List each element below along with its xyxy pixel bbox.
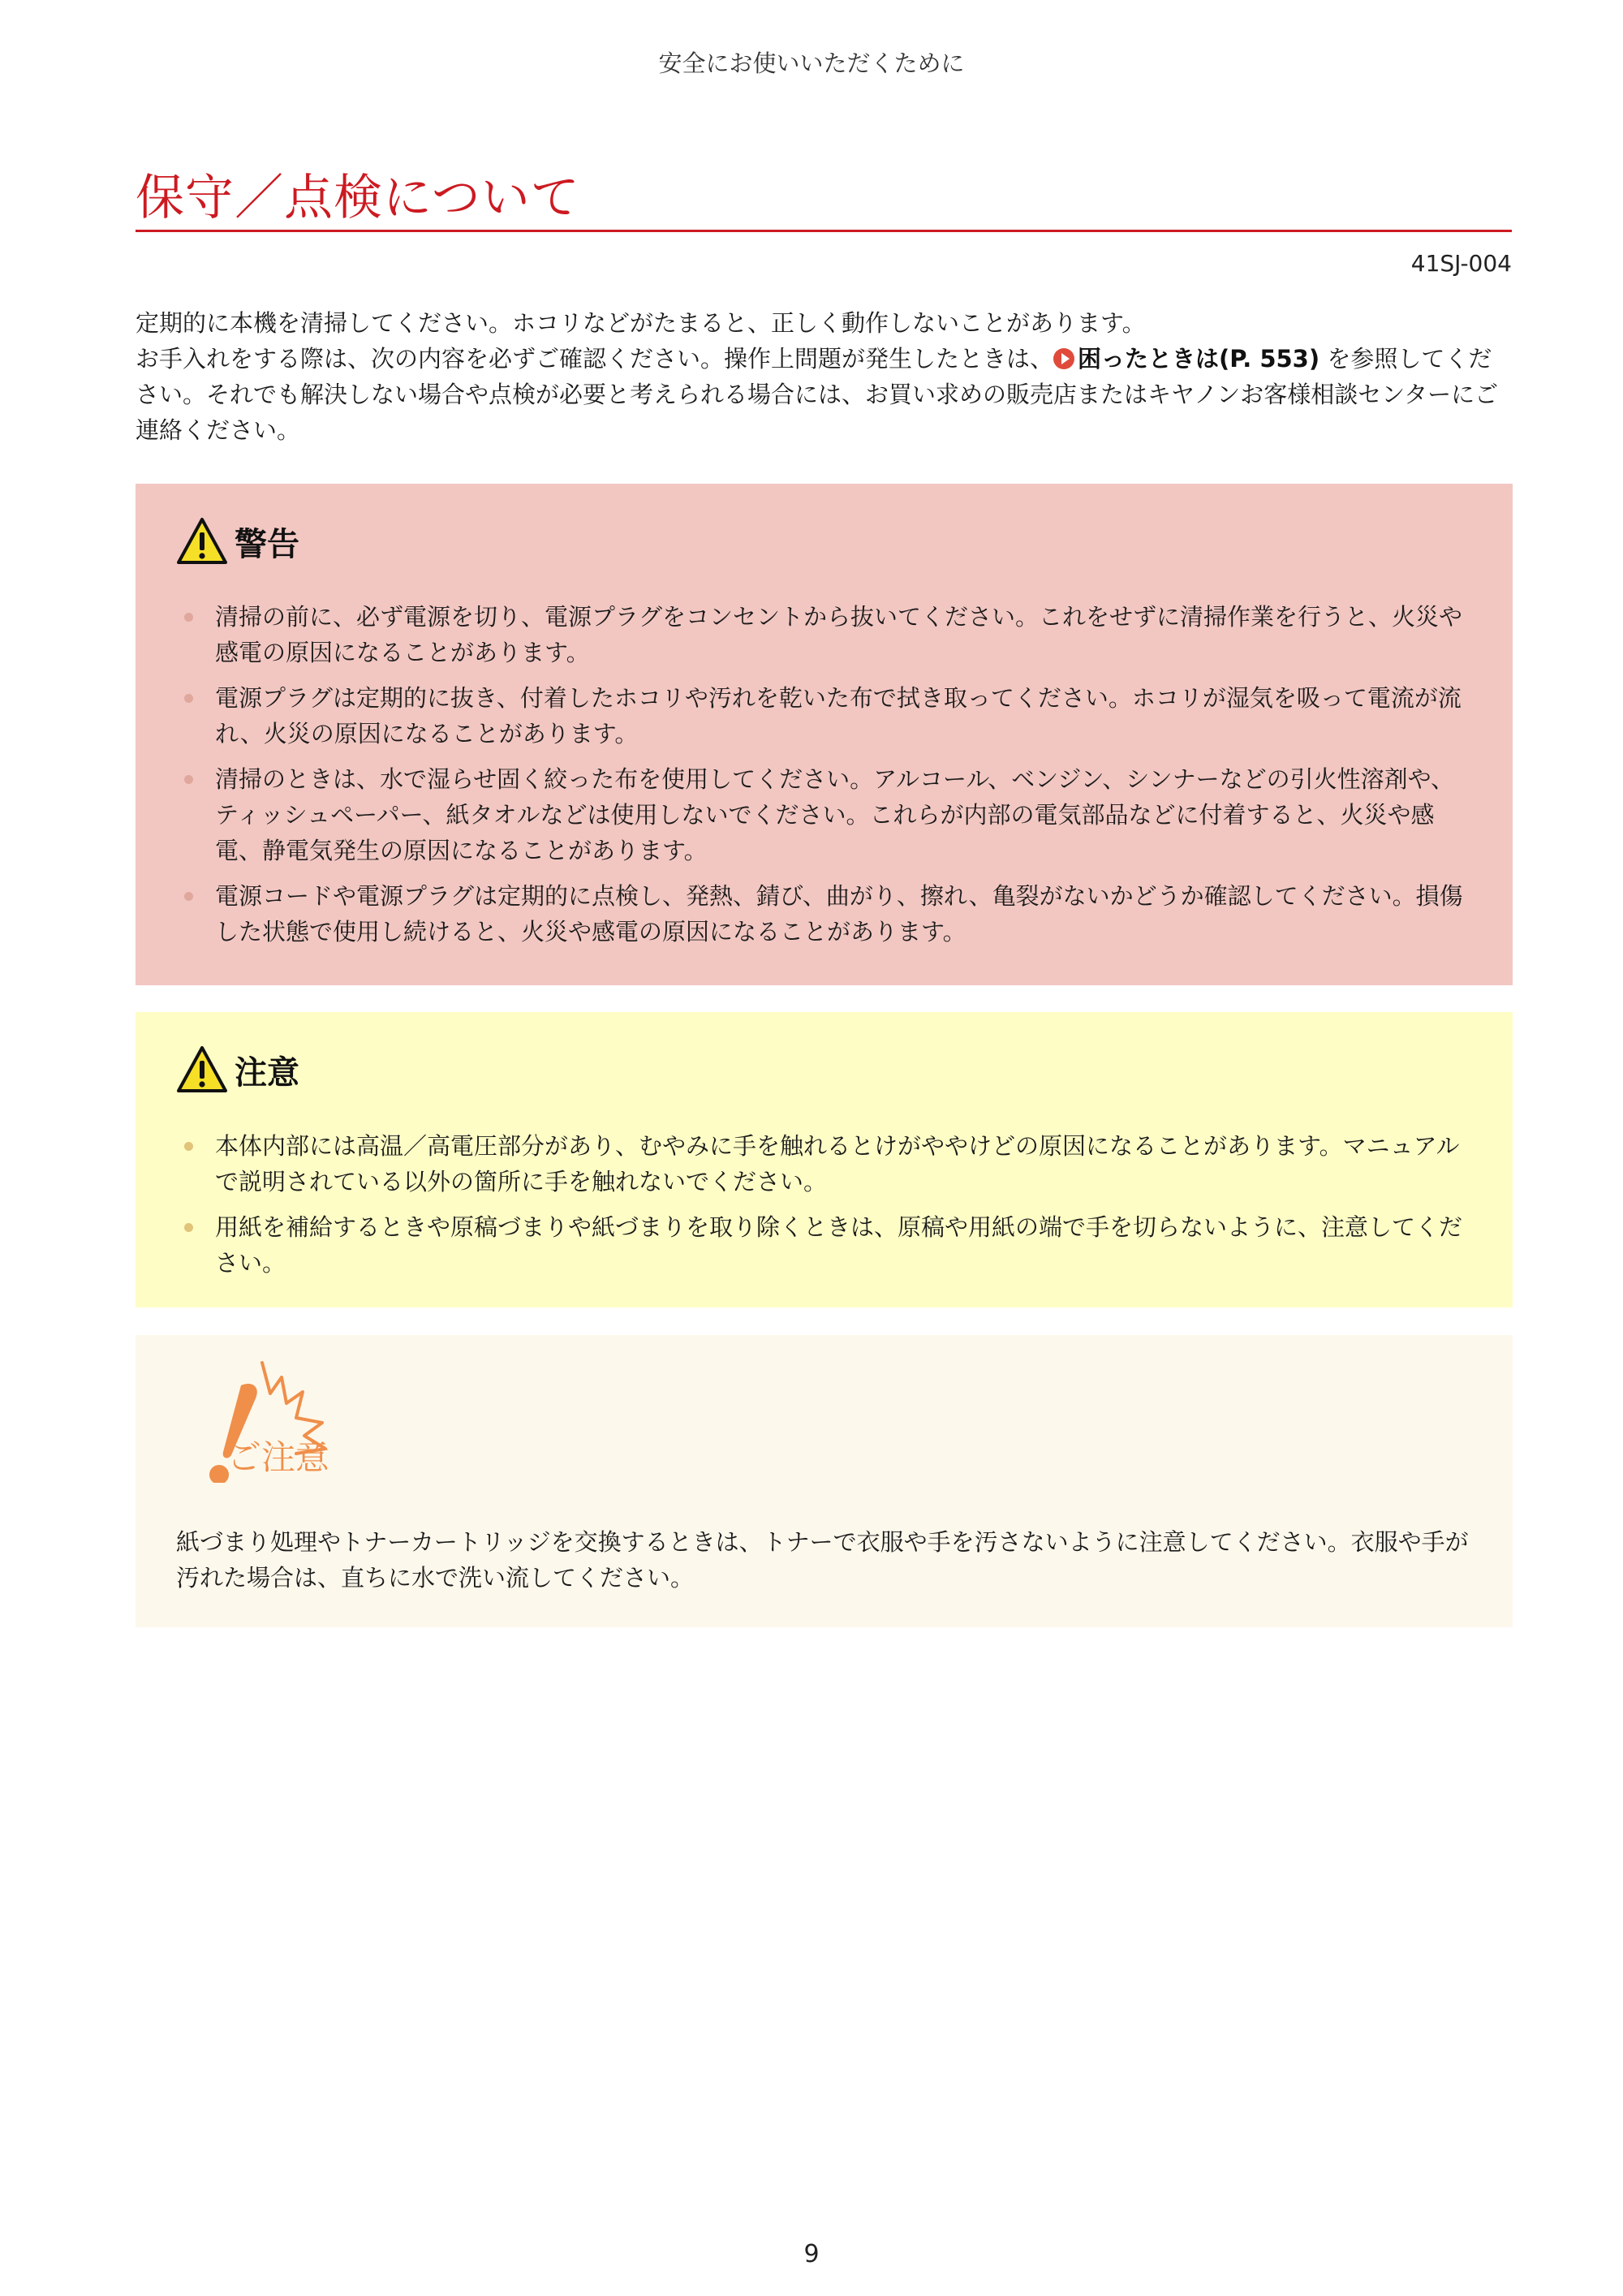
warning-list [136, 599, 1513, 959]
troubleshooting-link-label: 困ったときは(P. 553) [1078, 345, 1320, 373]
bullet-icon [184, 694, 193, 703]
note-box [136, 1335, 1513, 1627]
list-item-text: 電源プラグは定期的に抜き、付着したホコリや汚れを乾いた布で拭き取ってください。ホコリが湿気を吸って電流が流れ、火災の原因になることがあります。 [215, 684, 1462, 747]
list-item [136, 878, 1513, 950]
list-item-text: 用紙を補給するときや原稿づまりや紙づまりを取り除くときは、原稿や用紙の端で手を切らないように、注意してください。 [215, 1213, 1463, 1277]
list-item [136, 761, 1513, 868]
list-item-text: 本体内部には高温／高電圧部分があり、むやみに手を触れるとけがややけどの原因になることがあります。マニュアルで説明されている以外の箇所に手を触れないでください。 [215, 1132, 1460, 1195]
list-item-text: 清掃のときは、水で湿らせ固く絞った布を使用してください。アルコール、ベンジン、シンナーなどの引火性溶剤や、ティッシュペーパー、紙タオルなどは使用しないでください。これらが内部の電気部品などに付着すると、火災や感電、静電気発生の原因になることがあります。 [215, 765, 1454, 864]
note-label: ご注意 [227, 1437, 330, 1477]
warning-heading [176, 513, 299, 570]
list-item [136, 599, 1513, 670]
list-item-text: 清掃の前に、必ず電源を切り、電源プラグをコンセントから抜いてください。これをせずに清掃作業を行うと、火災や感電の原因になることがあります。 [215, 603, 1463, 666]
intro-section [136, 305, 1515, 448]
list-item [136, 680, 1513, 752]
page-title: 保守／点検について [136, 170, 580, 226]
running-header: 安全にお使いいただくために [658, 50, 965, 77]
caution-list [136, 1128, 1513, 1290]
bullet-icon [184, 775, 193, 784]
bullet-icon [184, 892, 193, 901]
arrow-right-circle-icon [1053, 348, 1074, 369]
note-text: 紙づまり処理やトナーカートリッジを交換するときは、トナーで衣服や手を汚さないように注意してください。衣服や手が汚れた場合は、直ちに水で洗い流してください。 [176, 1528, 1469, 1592]
warning-triangle-icon [176, 1045, 228, 1094]
list-item [136, 1209, 1513, 1281]
list-item-text: 電源コードや電源プラグは定期的に点検し、発熱、錆び、曲がり、擦れ、亀裂がないかどうか確認してください。損傷した状態で使用し続けると、火災や感電の原因になることがあります。 [215, 882, 1463, 946]
caution-label: 注意 [235, 1053, 299, 1092]
troubleshooting-link[interactable] [1053, 345, 1319, 373]
caution-box [136, 1012, 1513, 1307]
intro-line-1: 定期的に本機を清掃してください。ホコリなどがたまると、正しく動作しないことがあります。 [136, 309, 1146, 337]
intro-line-2-before: お手入れをする際は、次の内容を必ずご確認ください。操作上問題が発生したときは、 [136, 345, 1054, 373]
title-divider [136, 230, 1512, 232]
warning-triangle-icon [176, 517, 228, 566]
intro-line-2-after: を参照してください。それでも解決しない場合や点検が必要と考えられる場合には、お買い求めの販売店またはキヤノンお客様相談センターにご連絡ください。 [136, 345, 1499, 444]
bullet-icon [184, 1223, 193, 1232]
caution-heading [176, 1041, 299, 1098]
warning-label: 警告 [235, 525, 299, 563]
bullet-icon [184, 1142, 193, 1151]
document-id: 41SJ-004 [1410, 250, 1512, 277]
bullet-icon [184, 613, 193, 622]
intro-line-2 [136, 341, 1515, 448]
list-item [136, 1128, 1513, 1200]
page-number: 9 [803, 2240, 820, 2268]
warning-box [136, 484, 1513, 985]
